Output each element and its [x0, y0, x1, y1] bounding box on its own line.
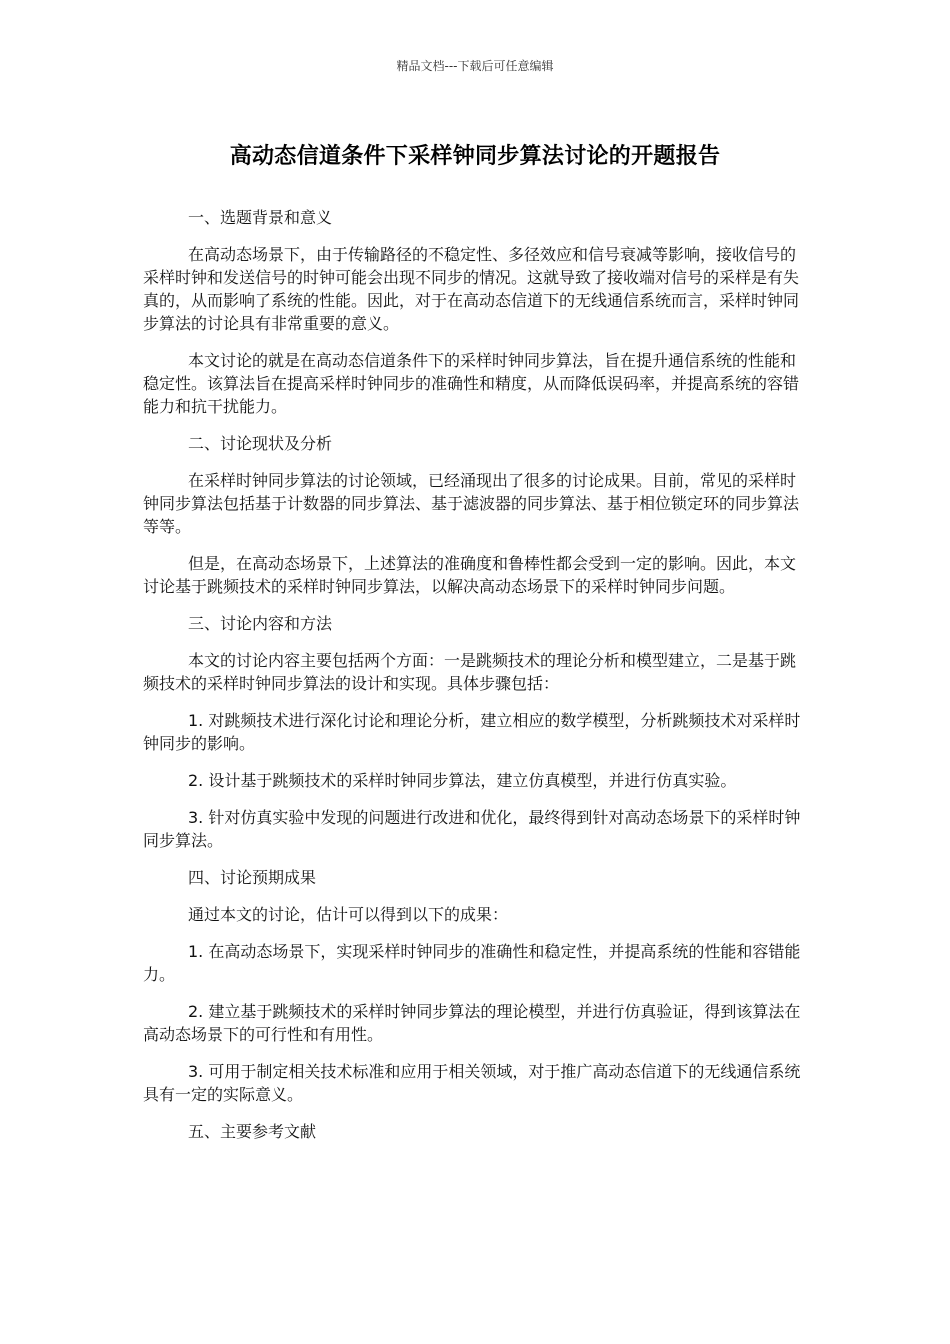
list-item: 3. 针对仿真实验中发现的问题进行改进和优化，最终得到针对高动态场景下的采样时钟同步算法。 [143, 808, 801, 850]
section-heading: 五、主要参考文献 [188, 1122, 317, 1141]
list-item: 2. 建立基于跳频技术的采样时钟同步算法的理论模型，并进行仿真验证，得到该算法在高动态场景下的可行性和有用性。 [143, 1002, 801, 1044]
document-title: 高动态信道条件下采样钟同步算法讨论的开题报告 [229, 144, 721, 169]
document-body [143, 206, 811, 1157]
paragraph: 本文的讨论内容主要包括两个方面：一是跳频技术的理论分析和模型建立，二是基于跳频技术的采样时钟同步算法的设计和实现。具体步骤包括： [143, 651, 797, 693]
list-item: 3. 可用于制定相关技术标准和应用于相关领域，对于推广高动态信道下的无线通信系统具有一定的实际意义。 [143, 1062, 801, 1104]
paragraph: 本文讨论的就是在高动态信道条件下的采样时钟同步算法，旨在提升通信系统的性能和稳定性。该算法旨在提高采样时钟同步的准确性和精度，从而降低误码率，并提高系统的容错能力和抗干扰能力。 [143, 351, 800, 416]
header-note: 精品文档---下载后可任意编辑 [396, 59, 554, 73]
section-heading: 四、讨论预期成果 [188, 868, 317, 887]
paragraph: 在高动态场景下，由于传输路径的不稳定性、多径效应和信号衰减等影响，接收信号的采样时钟和发送信号的时钟可能会出现不同步的情况。这就导致了接收端对信号的采样是有失真的，从而影响了系统的性能。因此，对于在高动态信道下的无线通信系统而言，采样时钟同步算法的讨论具有非常重要的意义。 [143, 245, 800, 333]
list-item: 1. 对跳频技术进行深化讨论和理论分析，建立相应的数学模型，分析跳频技术对采样时钟同步的影响。 [143, 711, 801, 753]
paragraph: 通过本文的讨论，估计可以得到以下的成果： [188, 905, 509, 924]
section-heading: 一、选题背景和意义 [188, 208, 333, 227]
list-item: 1. 在高动态场景下，实现采样时钟同步的准确性和稳定性，并提高系统的性能和容错能力。 [143, 942, 801, 984]
paragraph: 在采样时钟同步算法的讨论领域，已经涌现出了很多的讨论成果。目前，常见的采样时钟同步算法包括基于计数器的同步算法、基于滤波器的同步算法、基于相位锁定环的同步算法等等。 [143, 471, 800, 536]
list-item: 2. 设计基于跳频技术的采样时钟同步算法，建立仿真模型，并进行仿真实验。 [188, 771, 737, 790]
paragraph: 但是，在高动态场景下，上述算法的准确度和鲁棒性都会受到一定的影响。因此，本文讨论基于跳频技术的采样时钟同步算法，以解决高动态场景下的采样时钟同步问题。 [143, 554, 797, 596]
section-heading: 二、讨论现状及分析 [188, 434, 333, 453]
section-heading: 三、讨论内容和方法 [188, 614, 333, 633]
